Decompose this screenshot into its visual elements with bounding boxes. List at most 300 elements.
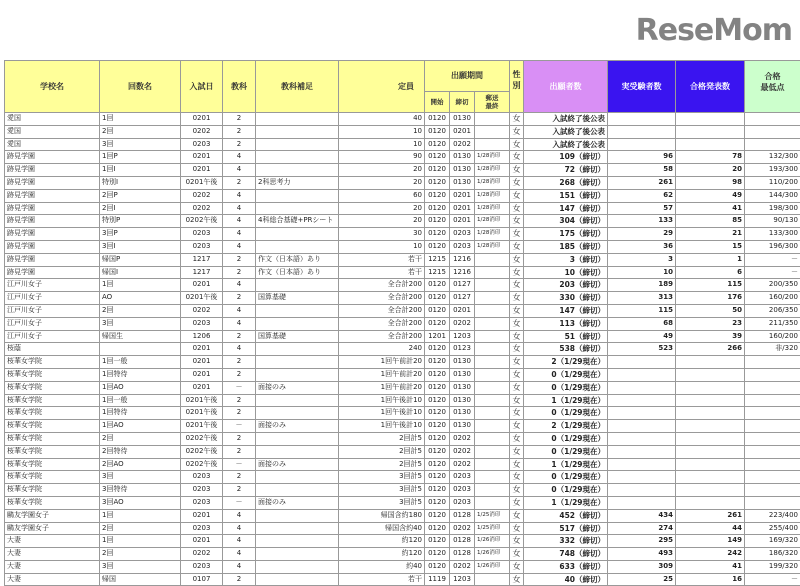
- cell-applicants: 0（1/29現在）: [524, 407, 608, 420]
- cell-passed: 39: [676, 330, 745, 343]
- table-row: [5, 560, 800, 573]
- cell-sex: 女: [510, 189, 524, 202]
- cell-start: 0120: [425, 368, 450, 381]
- cell-round: 2回: [100, 522, 181, 535]
- cell-sex: 女: [510, 113, 524, 126]
- cell-subjects-note: [256, 125, 339, 138]
- cell-min-score: 211/350: [745, 317, 800, 330]
- cell-end: 1216: [450, 253, 475, 266]
- cell-capacity: 60: [339, 189, 425, 202]
- cell-date: 1206: [181, 330, 223, 343]
- cell-min-score: 非/320: [745, 343, 800, 356]
- table-row: [5, 420, 800, 433]
- cell-applicants: 175（締切）: [524, 228, 608, 241]
- cell-applicants: 入試終了後公表: [524, 125, 608, 138]
- cell-subjects-note: [256, 407, 339, 420]
- cell-capacity: 10: [339, 125, 425, 138]
- cell-sex: 女: [510, 445, 524, 458]
- cell-subjects-note: [256, 535, 339, 548]
- cell-capacity: 10: [339, 240, 425, 253]
- cell-subjects-note: 面接のみ: [256, 381, 339, 394]
- cell-subjects-note: [256, 445, 339, 458]
- cell-mail: [475, 253, 510, 266]
- table-row: [5, 381, 800, 394]
- cell-end: 1203: [450, 330, 475, 343]
- cell-end: 0130: [450, 151, 475, 164]
- cell-passed: 149: [676, 535, 745, 548]
- cell-round: 3回: [100, 560, 181, 573]
- cell-mail: [475, 445, 510, 458]
- cell-applicants: 0（1/29現在）: [524, 471, 608, 484]
- cell-mail: 1/28消印: [475, 189, 510, 202]
- table-row: [5, 125, 800, 138]
- cell-applicants: 332（締切）: [524, 535, 608, 548]
- cell-school: 桜華女学院: [5, 496, 100, 509]
- cell-examinees: 493: [608, 548, 676, 561]
- cell-applicants: 185（締切）: [524, 240, 608, 253]
- cell-passed: 41: [676, 560, 745, 573]
- cell-mail: 1/28消印: [475, 215, 510, 228]
- cell-applicants: 10（締切）: [524, 266, 608, 279]
- cell-min-score: 223/400: [745, 509, 800, 522]
- cell-date: 1217: [181, 253, 223, 266]
- cell-passed: [676, 381, 745, 394]
- cell-end: 0130: [450, 381, 475, 394]
- cell-applicants: 452（締切）: [524, 509, 608, 522]
- cell-capacity: 若干: [339, 266, 425, 279]
- cell-subjects: 4: [223, 202, 256, 215]
- cell-capacity: 40: [339, 113, 425, 126]
- cell-applicants: 748（締切）: [524, 548, 608, 561]
- cell-applicants: 51（締切）: [524, 330, 608, 343]
- cell-sex: 女: [510, 496, 524, 509]
- header-sex: 性 別: [510, 61, 524, 113]
- cell-end: 0130: [450, 113, 475, 126]
- cell-examinees: 261: [608, 176, 676, 189]
- cell-capacity: 2回計5: [339, 445, 425, 458]
- cell-end: 0127: [450, 292, 475, 305]
- cell-capacity: 10: [339, 138, 425, 151]
- cell-end: 0201: [450, 202, 475, 215]
- cell-start: 0120: [425, 445, 450, 458]
- table-row: [5, 484, 800, 497]
- cell-min-score: [745, 496, 800, 509]
- table-row: [5, 202, 800, 215]
- cell-applicants: 633（締切）: [524, 560, 608, 573]
- cell-examinees: [608, 484, 676, 497]
- cell-mail: [475, 266, 510, 279]
- cell-round: 2回: [100, 548, 181, 561]
- cell-mail: [475, 279, 510, 292]
- table-row: [5, 509, 800, 522]
- cell-round: 1回: [100, 509, 181, 522]
- cell-capacity: 90: [339, 151, 425, 164]
- cell-round: 特別I: [100, 176, 181, 189]
- cell-mail: [475, 138, 510, 151]
- cell-passed: 15: [676, 240, 745, 253]
- cell-school: 桜華女学院: [5, 420, 100, 433]
- cell-examinees: 434: [608, 509, 676, 522]
- cell-capacity: 20: [339, 164, 425, 177]
- cell-capacity: 帰国含約180: [339, 509, 425, 522]
- cell-school: 愛国: [5, 125, 100, 138]
- cell-sex: 女: [510, 368, 524, 381]
- cell-school: 桜華女学院: [5, 432, 100, 445]
- cell-min-score: [745, 432, 800, 445]
- cell-subjects: 4: [223, 548, 256, 561]
- header-examinees: 実受験者数: [608, 61, 676, 113]
- cell-date: 0201午後: [181, 394, 223, 407]
- cell-subjects: 4: [223, 304, 256, 317]
- table-row: [5, 522, 800, 535]
- cell-round: 2回P: [100, 189, 181, 202]
- cell-subjects: －: [223, 420, 256, 433]
- cell-examinees: 49: [608, 330, 676, 343]
- cell-applicants: 1（1/29現在）: [524, 496, 608, 509]
- cell-passed: 23: [676, 317, 745, 330]
- cell-examinees: [608, 138, 676, 151]
- cell-applicants: 0（1/29現在）: [524, 484, 608, 497]
- cell-min-score: [745, 381, 800, 394]
- cell-subjects-note: [256, 356, 339, 369]
- cell-sex: 女: [510, 164, 524, 177]
- header-end: 締切: [450, 92, 475, 113]
- cell-capacity: 若干: [339, 253, 425, 266]
- cell-subjects-note: [256, 151, 339, 164]
- cell-passed: 44: [676, 522, 745, 535]
- cell-examinees: 29: [608, 228, 676, 241]
- cell-subjects-note: [256, 573, 339, 586]
- cell-mail: [475, 420, 510, 433]
- cell-start: 0120: [425, 484, 450, 497]
- cell-start: 0120: [425, 548, 450, 561]
- cell-mail: [475, 496, 510, 509]
- cell-end: 0130: [450, 164, 475, 177]
- cell-sex: 女: [510, 458, 524, 471]
- cell-mail: [475, 573, 510, 586]
- header-round: 回数名: [100, 61, 181, 113]
- cell-sex: 女: [510, 522, 524, 535]
- cell-passed: 50: [676, 304, 745, 317]
- cell-capacity: 1回午後計10: [339, 420, 425, 433]
- cell-applicants: 0（1/29現在）: [524, 381, 608, 394]
- cell-examinees: [608, 368, 676, 381]
- cell-start: 0120: [425, 138, 450, 151]
- cell-subjects-note: 国算基礎: [256, 292, 339, 305]
- cell-round: 2回: [100, 432, 181, 445]
- cell-subjects: 2: [223, 368, 256, 381]
- cell-school: 江戸川女子: [5, 279, 100, 292]
- cell-end: 0202: [450, 445, 475, 458]
- cell-passed: 85: [676, 215, 745, 228]
- header-subjects: 教科: [223, 61, 256, 113]
- cell-subjects: 4: [223, 509, 256, 522]
- cell-round: [100, 343, 181, 356]
- cell-subjects: 2: [223, 176, 256, 189]
- cell-end: 0202: [450, 458, 475, 471]
- table-row: [5, 573, 800, 586]
- cell-examinees: 295: [608, 535, 676, 548]
- cell-mail: 1/26消印: [475, 535, 510, 548]
- cell-passed: [676, 394, 745, 407]
- cell-mail: [475, 304, 510, 317]
- cell-applicants: 入試終了後公表: [524, 113, 608, 126]
- table-row: [5, 343, 800, 356]
- cell-applicants: 147（締切）: [524, 304, 608, 317]
- cell-examinees: 3: [608, 253, 676, 266]
- cell-subjects: 2: [223, 394, 256, 407]
- cell-school: 桜華女学院: [5, 458, 100, 471]
- cell-min-score: 200/350: [745, 279, 800, 292]
- cell-school: 跡見学園: [5, 202, 100, 215]
- cell-end: 0130: [450, 368, 475, 381]
- cell-round: 3回: [100, 317, 181, 330]
- cell-round: AO: [100, 292, 181, 305]
- cell-start: 0120: [425, 394, 450, 407]
- cell-school: 鷗友学園女子: [5, 509, 100, 522]
- cell-sex: 女: [510, 381, 524, 394]
- cell-passed: 242: [676, 548, 745, 561]
- cell-start: 0120: [425, 125, 450, 138]
- cell-end: 0201: [450, 215, 475, 228]
- cell-examinees: [608, 496, 676, 509]
- table-row: [5, 253, 800, 266]
- table-row: [5, 164, 800, 177]
- cell-start: 0120: [425, 240, 450, 253]
- exam-results-table: [4, 60, 800, 586]
- cell-examinees: [608, 381, 676, 394]
- cell-mail: [475, 330, 510, 343]
- cell-min-score: [745, 471, 800, 484]
- cell-start: 1215: [425, 253, 450, 266]
- cell-school: 跡見学園: [5, 240, 100, 253]
- cell-round: 2回AO: [100, 458, 181, 471]
- cell-start: 0120: [425, 279, 450, 292]
- cell-school: 桜蔭: [5, 343, 100, 356]
- cell-start: 0120: [425, 343, 450, 356]
- cell-capacity: 約120: [339, 548, 425, 561]
- cell-examinees: 10: [608, 266, 676, 279]
- cell-subjects: 4: [223, 215, 256, 228]
- cell-passed: 261: [676, 509, 745, 522]
- cell-min-score: －: [745, 573, 800, 586]
- cell-examinees: [608, 394, 676, 407]
- cell-end: 0203: [450, 471, 475, 484]
- cell-examinees: [608, 458, 676, 471]
- cell-round: 2回: [100, 304, 181, 317]
- cell-applicants: 0（1/29現在）: [524, 432, 608, 445]
- cell-school: 跡見学園: [5, 228, 100, 241]
- cell-school: 桜華女学院: [5, 381, 100, 394]
- cell-sex: 女: [510, 420, 524, 433]
- cell-subjects: 4: [223, 189, 256, 202]
- cell-school: 江戸川女子: [5, 292, 100, 305]
- cell-subjects-note: [256, 279, 339, 292]
- resemom-watermark-logo: ReseMom: [636, 14, 792, 48]
- cell-sex: 女: [510, 215, 524, 228]
- table-row: [5, 368, 800, 381]
- cell-school: 愛国: [5, 113, 100, 126]
- cell-subjects-note: [256, 368, 339, 381]
- cell-sex: 女: [510, 125, 524, 138]
- cell-date: 0203: [181, 471, 223, 484]
- cell-school: 鷗友学園女子: [5, 522, 100, 535]
- cell-examinees: [608, 471, 676, 484]
- cell-school: 大妻: [5, 560, 100, 573]
- cell-min-score: [745, 368, 800, 381]
- cell-subjects: 2: [223, 138, 256, 151]
- cell-examinees: 274: [608, 522, 676, 535]
- cell-capacity: 全合計200: [339, 279, 425, 292]
- cell-passed: 16: [676, 573, 745, 586]
- cell-passed: [676, 125, 745, 138]
- cell-start: 0120: [425, 215, 450, 228]
- cell-start: 0120: [425, 509, 450, 522]
- table-row: [5, 394, 800, 407]
- cell-start: 1215: [425, 266, 450, 279]
- cell-round: 1回: [100, 279, 181, 292]
- cell-sex: 女: [510, 304, 524, 317]
- cell-round: 3回特待: [100, 484, 181, 497]
- header-school: 学校名: [5, 61, 100, 113]
- cell-applicants: 1（1/29現在）: [524, 458, 608, 471]
- cell-end: 0128: [450, 535, 475, 548]
- cell-end: 0202: [450, 317, 475, 330]
- cell-subjects: 4: [223, 343, 256, 356]
- cell-date: 0202午後: [181, 432, 223, 445]
- table-row: [5, 407, 800, 420]
- table-row: [5, 266, 800, 279]
- cell-start: 0120: [425, 522, 450, 535]
- cell-subjects-note: [256, 560, 339, 573]
- cell-start: 0120: [425, 202, 450, 215]
- cell-examinees: 68: [608, 317, 676, 330]
- cell-subjects-note: [256, 317, 339, 330]
- cell-start: 0120: [425, 176, 450, 189]
- cell-capacity: 全合計200: [339, 304, 425, 317]
- cell-applicants: 0（1/29現在）: [524, 445, 608, 458]
- cell-subjects: 2: [223, 484, 256, 497]
- cell-end: 0130: [450, 407, 475, 420]
- cell-examinees: 62: [608, 189, 676, 202]
- cell-date: 0202: [181, 202, 223, 215]
- cell-min-score: 144/300: [745, 189, 800, 202]
- cell-sex: 女: [510, 394, 524, 407]
- cell-passed: [676, 458, 745, 471]
- cell-end: 0202: [450, 560, 475, 573]
- cell-date: 0201午後: [181, 292, 223, 305]
- cell-date: 0203: [181, 484, 223, 497]
- cell-date: 0203: [181, 228, 223, 241]
- table-row: [5, 215, 800, 228]
- cell-passed: 6: [676, 266, 745, 279]
- cell-round: 1回一般: [100, 356, 181, 369]
- cell-start: 0120: [425, 356, 450, 369]
- cell-round: 1回一般: [100, 394, 181, 407]
- cell-min-score: 160/200: [745, 292, 800, 305]
- cell-round: 1回P: [100, 151, 181, 164]
- cell-min-score: －: [745, 253, 800, 266]
- cell-school: 大妻: [5, 535, 100, 548]
- cell-round: 3回P: [100, 228, 181, 241]
- cell-examinees: [608, 125, 676, 138]
- header-passed: 合格発表数: [676, 61, 745, 113]
- cell-applicants: 0（1/29現在）: [524, 368, 608, 381]
- cell-capacity: 20: [339, 202, 425, 215]
- cell-sex: 女: [510, 292, 524, 305]
- cell-capacity: 全合計200: [339, 317, 425, 330]
- cell-mail: [475, 368, 510, 381]
- cell-min-score: 199/320: [745, 560, 800, 573]
- cell-sex: 女: [510, 484, 524, 497]
- cell-min-score: [745, 445, 800, 458]
- cell-subjects-note: [256, 484, 339, 497]
- header-subjects-note: 教科補足: [256, 61, 339, 113]
- cell-end: 0130: [450, 176, 475, 189]
- cell-end: 0203: [450, 484, 475, 497]
- cell-subjects-note: 2科思考力: [256, 176, 339, 189]
- cell-examinees: [608, 356, 676, 369]
- cell-start: 0120: [425, 420, 450, 433]
- table-row: [5, 176, 800, 189]
- cell-examinees: [608, 420, 676, 433]
- cell-end: 0128: [450, 509, 475, 522]
- cell-school: 跡見学園: [5, 266, 100, 279]
- header-start: 開始: [425, 92, 450, 113]
- cell-subjects-note: [256, 164, 339, 177]
- cell-date: 0201: [181, 151, 223, 164]
- cell-mail: [475, 125, 510, 138]
- cell-passed: 78: [676, 151, 745, 164]
- cell-mail: [475, 432, 510, 445]
- cell-mail: 1/25消印: [475, 509, 510, 522]
- cell-passed: 49: [676, 189, 745, 202]
- cell-min-score: 206/350: [745, 304, 800, 317]
- cell-date: 0201: [181, 368, 223, 381]
- cell-school: 桜華女学院: [5, 356, 100, 369]
- cell-examinees: 57: [608, 202, 676, 215]
- header-date: 入試日: [181, 61, 223, 113]
- cell-applicants: 330（締切）: [524, 292, 608, 305]
- cell-mail: [475, 394, 510, 407]
- cell-subjects-note: 国算基礎: [256, 330, 339, 343]
- cell-sex: 女: [510, 330, 524, 343]
- cell-subjects: 2: [223, 471, 256, 484]
- cell-capacity: 3回計5: [339, 471, 425, 484]
- table-row: [5, 535, 800, 548]
- cell-start: 0120: [425, 292, 450, 305]
- cell-subjects: 4: [223, 560, 256, 573]
- cell-applicants: 40（締切）: [524, 573, 608, 586]
- cell-start: 0120: [425, 471, 450, 484]
- cell-applicants: 113（締切）: [524, 317, 608, 330]
- cell-sex: 女: [510, 317, 524, 330]
- cell-date: 0202: [181, 548, 223, 561]
- cell-capacity: 全合計200: [339, 292, 425, 305]
- cell-date: 0203: [181, 522, 223, 535]
- table-row: [5, 189, 800, 202]
- table-row: [5, 496, 800, 509]
- cell-school: 桜華女学院: [5, 368, 100, 381]
- cell-capacity: 1回午前計20: [339, 356, 425, 369]
- cell-end: 0202: [450, 138, 475, 151]
- cell-mail: 1/26消印: [475, 548, 510, 561]
- cell-school: 江戸川女子: [5, 330, 100, 343]
- cell-passed: [676, 445, 745, 458]
- cell-date: 0202午後: [181, 445, 223, 458]
- cell-subjects: 2: [223, 356, 256, 369]
- table-row: [5, 292, 800, 305]
